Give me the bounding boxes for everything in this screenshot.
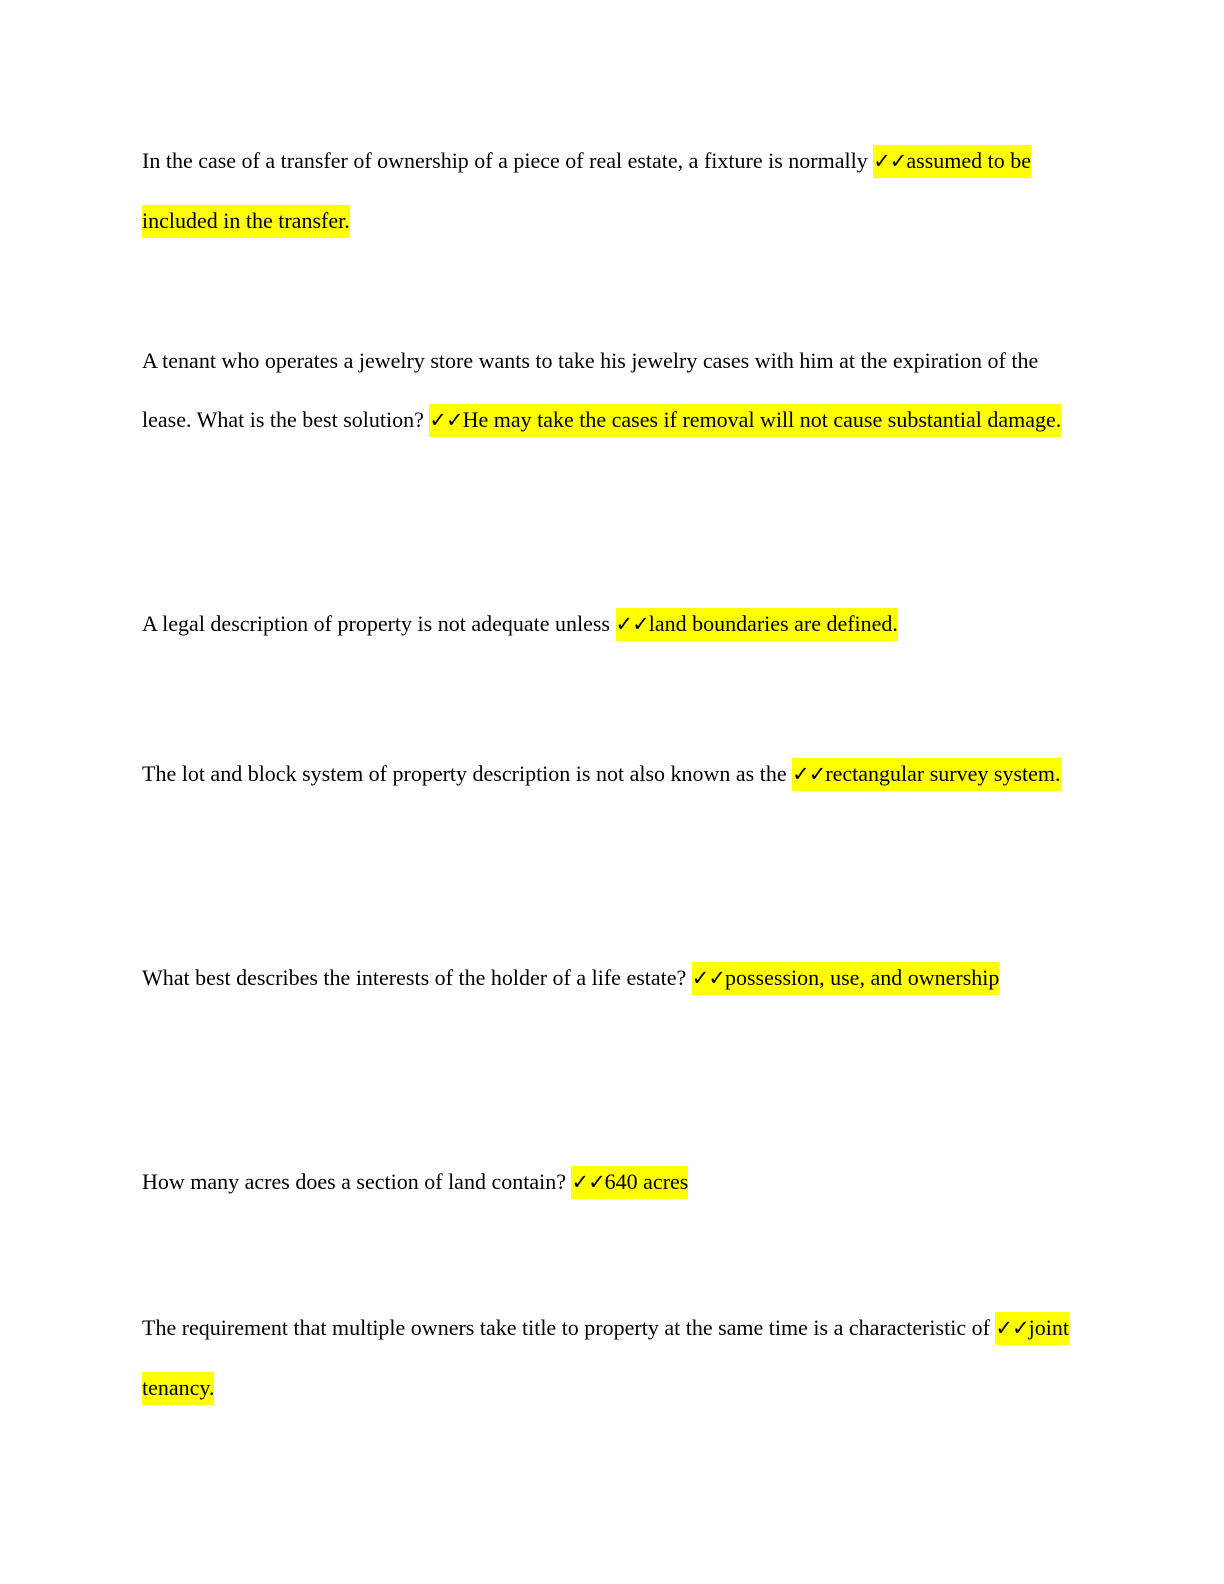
- qa-item: [142, 744, 1072, 804]
- double-check-icon: ✓✓: [691, 966, 725, 990]
- answer-highlight: [616, 608, 898, 641]
- answer-text: rectangular survey system.: [825, 761, 1061, 786]
- double-check-icon: ✓✓: [429, 408, 463, 432]
- answer-text: He may take the cases if removal will not cause substantial damage.: [462, 407, 1062, 432]
- answer-highlight: [571, 1166, 688, 1199]
- double-check-icon: ✓✓: [873, 149, 907, 173]
- answer-text: 640 acres: [604, 1169, 689, 1194]
- qa-item: [142, 331, 1072, 450]
- question-text: In the case of a transfer of ownership of a piece of real estate, a fixture is normally: [142, 148, 868, 173]
- question-text: A legal description of property is not adequate unless: [142, 611, 610, 636]
- qa-item: [142, 1298, 1072, 1417]
- answer-text: joint tenancy.: [142, 1315, 1069, 1400]
- double-check-icon: ✓✓: [792, 762, 826, 786]
- question-text: How many acres does a section of land contain?: [142, 1169, 566, 1194]
- double-check-icon: ✓✓: [615, 612, 649, 636]
- qa-item: [142, 1152, 1072, 1212]
- answer-text: assumed to be included in the transfer.: [142, 148, 1032, 233]
- double-check-icon: ✓✓: [571, 1170, 605, 1194]
- qa-item: [142, 131, 1072, 250]
- answer-text: land boundaries are defined.: [648, 611, 898, 636]
- answer-text: possession, use, and ownership: [725, 965, 1000, 990]
- answer-highlight: [429, 404, 1061, 437]
- qa-item: [142, 594, 1072, 654]
- double-check-icon: ✓✓: [995, 1316, 1029, 1340]
- answer-highlight: [792, 758, 1060, 791]
- qa-item: [142, 948, 1072, 1008]
- question-text: What best describes the interests of the holder of a life estate?: [142, 965, 687, 990]
- question-text: The requirement that multiple owners take title to property at the same time is a characteristic of: [142, 1315, 990, 1340]
- question-text: The lot and block system of property description is not also known as the: [142, 761, 787, 786]
- answer-highlight: [692, 962, 1000, 995]
- question-text: A tenant who operates a jewelry store wants to take his jewelry cases with him at the expiration of the lease. What is the best solution?: [142, 348, 1039, 432]
